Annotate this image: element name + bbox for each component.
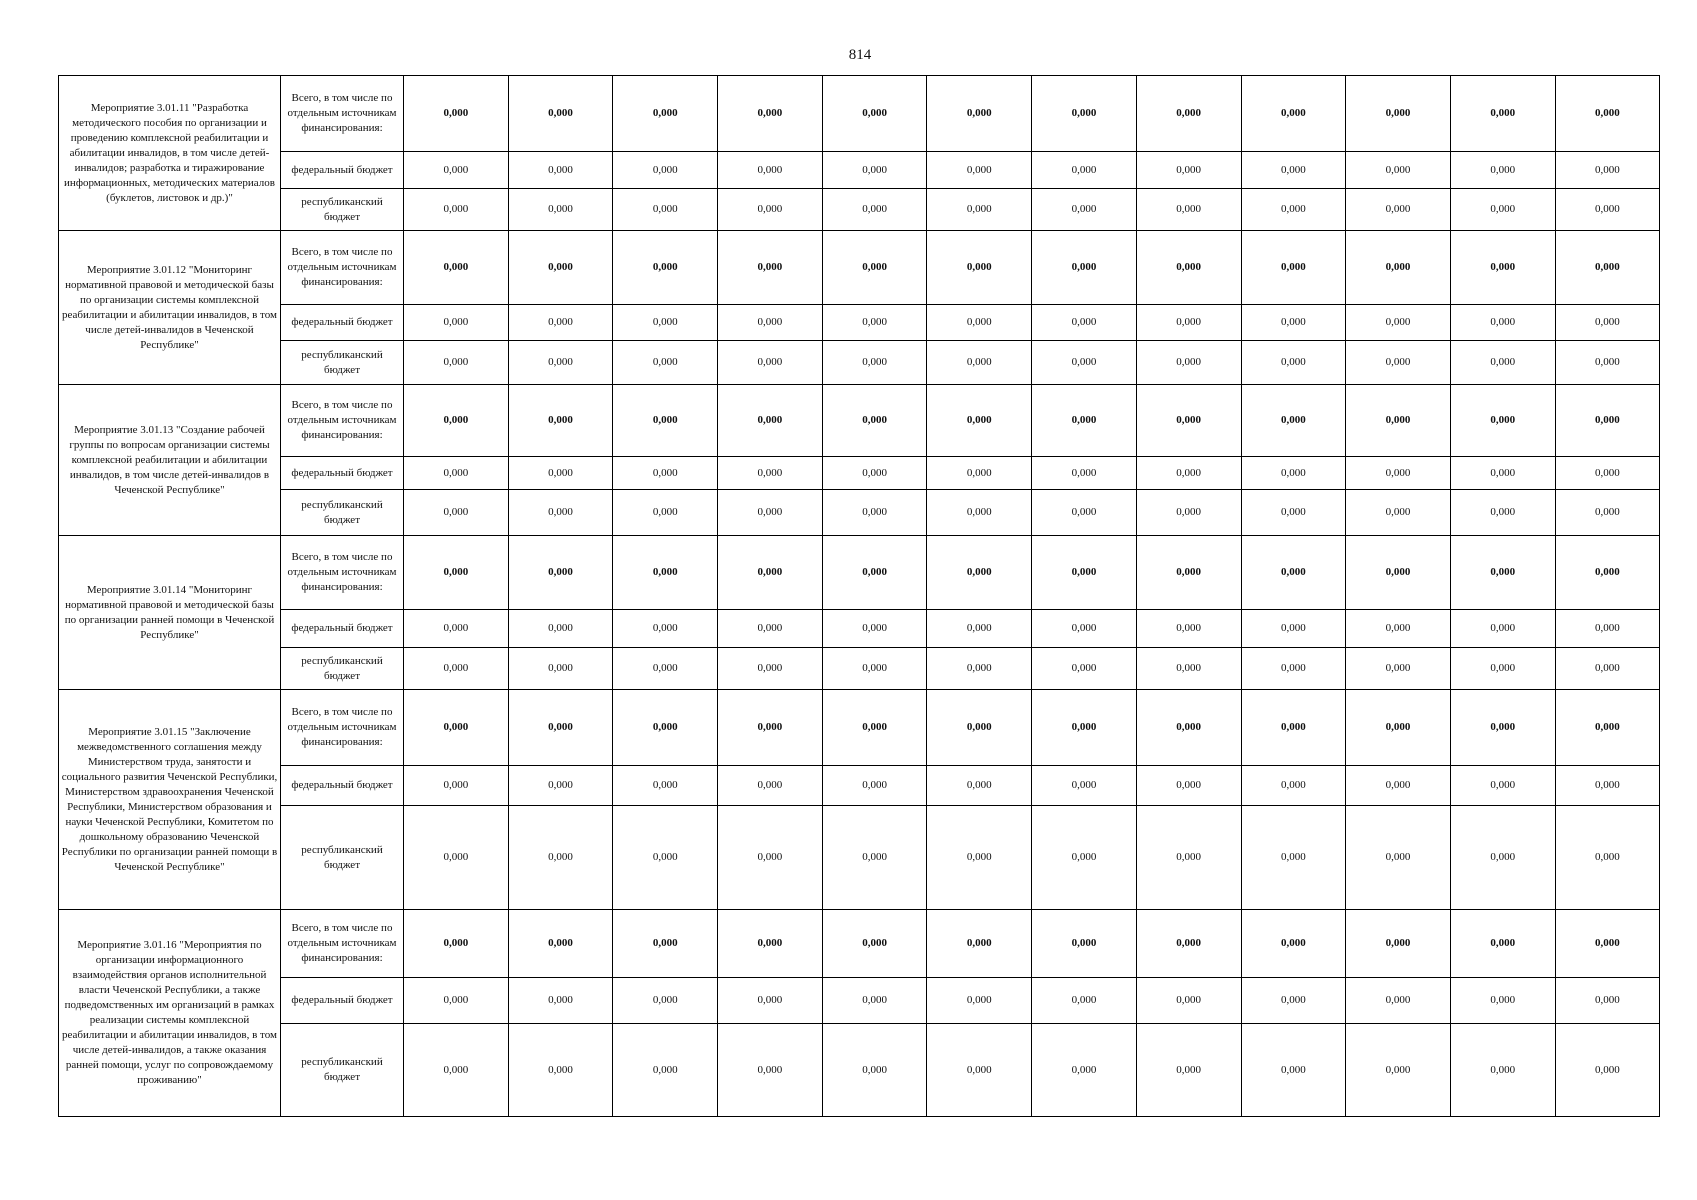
- value-cell: 0,000: [508, 766, 613, 806]
- value-cell: 0,000: [1450, 536, 1555, 610]
- value-cell: 0,000: [1450, 385, 1555, 457]
- value-cell: 0,000: [404, 457, 509, 490]
- row-republic-budget: [59, 490, 1660, 536]
- value-cell: 0,000: [1346, 189, 1451, 231]
- value-cell: 0,000: [1136, 76, 1241, 152]
- value-cell: 0,000: [718, 806, 823, 910]
- value-cell: 0,000: [404, 978, 509, 1024]
- value-cell: 0,000: [822, 385, 927, 457]
- value-cell: 0,000: [1136, 536, 1241, 610]
- value-cell: 0,000: [1346, 610, 1451, 648]
- value-cell: 0,000: [1450, 152, 1555, 189]
- value-cell: 0,000: [1241, 76, 1346, 152]
- republic-budget-label: республиканский бюджет: [281, 806, 404, 910]
- value-cell: 0,000: [508, 76, 613, 152]
- value-cell: 0,000: [1032, 490, 1137, 536]
- value-cell: 0,000: [927, 690, 1032, 766]
- value-cell: 0,000: [1555, 385, 1660, 457]
- value-cell: 0,000: [1241, 690, 1346, 766]
- federal-budget-label: федеральный бюджет: [281, 305, 404, 341]
- value-cell: 0,000: [404, 341, 509, 385]
- value-cell: 0,000: [1346, 305, 1451, 341]
- value-cell: 0,000: [613, 536, 718, 610]
- value-cell: 0,000: [1450, 610, 1555, 648]
- value-cell: 0,000: [1032, 910, 1137, 978]
- value-cell: 0,000: [1346, 385, 1451, 457]
- value-cell: 0,000: [1555, 189, 1660, 231]
- value-cell: 0,000: [404, 189, 509, 231]
- row-total: [59, 690, 1660, 766]
- total-financing-label: Всего, в том числе по отдельным источникам финансирования:: [281, 536, 404, 610]
- value-cell: 0,000: [718, 457, 823, 490]
- measure-description: Мероприятие 3.01.16 "Мероприятия по организации информационного взаимодействия органов исполнительной власти Чеченской Республики, а также подведомственных им организаций в рамках реализации системы комплексной реабилитации и абилитации инвалидов, в том числе детей-инвалидов, а также оказания ранней помощи, услуг по сопровождаемому проживанию": [59, 910, 281, 1117]
- value-cell: 0,000: [927, 305, 1032, 341]
- value-cell: 0,000: [404, 76, 509, 152]
- value-cell: 0,000: [1032, 1024, 1137, 1117]
- value-cell: 0,000: [613, 385, 718, 457]
- value-cell: 0,000: [1136, 766, 1241, 806]
- value-cell: 0,000: [1555, 457, 1660, 490]
- value-cell: 0,000: [404, 648, 509, 690]
- value-cell: 0,000: [1241, 648, 1346, 690]
- value-cell: 0,000: [718, 610, 823, 648]
- republic-budget-label: республиканский бюджет: [281, 1024, 404, 1117]
- value-cell: 0,000: [508, 457, 613, 490]
- value-cell: 0,000: [718, 341, 823, 385]
- value-cell: 0,000: [508, 490, 613, 536]
- measure-description: Мероприятие 3.01.13 "Создание рабочей группы по вопросам организации системы комплексной реабилитации и абилитации инвалидов, в том числе детей-инвалидов в Чеченской Республике": [59, 385, 281, 536]
- value-cell: 0,000: [404, 806, 509, 910]
- value-cell: 0,000: [1136, 305, 1241, 341]
- value-cell: 0,000: [1032, 305, 1137, 341]
- value-cell: 0,000: [1136, 690, 1241, 766]
- value-cell: 0,000: [1136, 189, 1241, 231]
- value-cell: 0,000: [822, 305, 927, 341]
- value-cell: 0,000: [1032, 536, 1137, 610]
- value-cell: 0,000: [822, 231, 927, 305]
- row-republic-budget: [59, 806, 1660, 910]
- value-cell: 0,000: [404, 536, 509, 610]
- value-cell: 0,000: [404, 305, 509, 341]
- value-cell: 0,000: [1346, 152, 1451, 189]
- value-cell: 0,000: [1136, 385, 1241, 457]
- value-cell: 0,000: [1032, 766, 1137, 806]
- republic-budget-label: республиканский бюджет: [281, 341, 404, 385]
- value-cell: 0,000: [1346, 536, 1451, 610]
- row-republic-budget: [59, 648, 1660, 690]
- value-cell: 0,000: [508, 806, 613, 910]
- value-cell: 0,000: [613, 152, 718, 189]
- value-cell: 0,000: [508, 536, 613, 610]
- value-cell: 0,000: [1346, 648, 1451, 690]
- value-cell: 0,000: [1450, 341, 1555, 385]
- value-cell: 0,000: [1555, 766, 1660, 806]
- value-cell: 0,000: [1450, 457, 1555, 490]
- value-cell: 0,000: [613, 490, 718, 536]
- value-cell: 0,000: [613, 76, 718, 152]
- value-cell: 0,000: [508, 231, 613, 305]
- value-cell: 0,000: [1450, 910, 1555, 978]
- value-cell: 0,000: [1450, 648, 1555, 690]
- value-cell: 0,000: [1346, 690, 1451, 766]
- value-cell: 0,000: [718, 305, 823, 341]
- total-financing-label: Всего, в том числе по отдельным источникам финансирования:: [281, 910, 404, 978]
- value-cell: 0,000: [1136, 610, 1241, 648]
- value-cell: 0,000: [1136, 806, 1241, 910]
- value-cell: 0,000: [613, 305, 718, 341]
- value-cell: 0,000: [1346, 806, 1451, 910]
- measure-description: Мероприятие 3.01.12 "Мониторинг нормативной правовой и методической базы по организации системы комплексной реабилитации и абилитации инвалидов, в том числе детей-инвалидов в Чеченской Республике": [59, 231, 281, 385]
- value-cell: 0,000: [718, 152, 823, 189]
- value-cell: 0,000: [1555, 910, 1660, 978]
- value-cell: 0,000: [508, 1024, 613, 1117]
- value-cell: 0,000: [508, 648, 613, 690]
- value-cell: 0,000: [1555, 536, 1660, 610]
- value-cell: 0,000: [927, 536, 1032, 610]
- value-cell: 0,000: [927, 457, 1032, 490]
- value-cell: 0,000: [822, 978, 927, 1024]
- value-cell: 0,000: [1241, 457, 1346, 490]
- value-cell: 0,000: [1450, 231, 1555, 305]
- value-cell: 0,000: [1136, 648, 1241, 690]
- value-cell: 0,000: [718, 231, 823, 305]
- value-cell: 0,000: [822, 806, 927, 910]
- value-cell: 0,000: [822, 189, 927, 231]
- value-cell: 0,000: [927, 341, 1032, 385]
- value-cell: 0,000: [718, 490, 823, 536]
- row-federal-budget: [59, 457, 1660, 490]
- value-cell: 0,000: [1032, 341, 1137, 385]
- total-financing-label: Всего, в том числе по отдельным источникам финансирования:: [281, 231, 404, 305]
- value-cell: 0,000: [1555, 341, 1660, 385]
- row-total: [59, 76, 1660, 152]
- value-cell: 0,000: [1555, 490, 1660, 536]
- value-cell: 0,000: [927, 490, 1032, 536]
- value-cell: 0,000: [718, 189, 823, 231]
- federal-budget-label: федеральный бюджет: [281, 152, 404, 189]
- value-cell: 0,000: [927, 910, 1032, 978]
- value-cell: 0,000: [1241, 978, 1346, 1024]
- value-cell: 0,000: [404, 1024, 509, 1117]
- value-cell: 0,000: [1241, 910, 1346, 978]
- value-cell: 0,000: [613, 806, 718, 910]
- value-cell: 0,000: [1032, 76, 1137, 152]
- value-cell: 0,000: [1136, 490, 1241, 536]
- value-cell: 0,000: [508, 690, 613, 766]
- value-cell: 0,000: [1555, 648, 1660, 690]
- value-cell: 0,000: [1241, 1024, 1346, 1117]
- value-cell: 0,000: [822, 648, 927, 690]
- value-cell: 0,000: [927, 1024, 1032, 1117]
- row-federal-budget: [59, 152, 1660, 189]
- row-federal-budget: [59, 766, 1660, 806]
- value-cell: 0,000: [718, 648, 823, 690]
- value-cell: 0,000: [613, 231, 718, 305]
- value-cell: 0,000: [508, 341, 613, 385]
- value-cell: 0,000: [1241, 189, 1346, 231]
- value-cell: 0,000: [822, 536, 927, 610]
- financing-table: [58, 75, 1660, 1117]
- value-cell: 0,000: [508, 305, 613, 341]
- value-cell: 0,000: [508, 189, 613, 231]
- value-cell: 0,000: [718, 536, 823, 610]
- value-cell: 0,000: [1241, 806, 1346, 910]
- value-cell: 0,000: [1555, 806, 1660, 910]
- value-cell: 0,000: [404, 766, 509, 806]
- value-cell: 0,000: [718, 1024, 823, 1117]
- value-cell: 0,000: [1241, 536, 1346, 610]
- value-cell: 0,000: [1032, 152, 1137, 189]
- value-cell: 0,000: [1346, 457, 1451, 490]
- value-cell: 0,000: [1346, 910, 1451, 978]
- value-cell: 0,000: [508, 910, 613, 978]
- value-cell: 0,000: [1555, 76, 1660, 152]
- value-cell: 0,000: [1346, 231, 1451, 305]
- value-cell: 0,000: [1241, 766, 1346, 806]
- value-cell: 0,000: [1136, 978, 1241, 1024]
- value-cell: 0,000: [404, 152, 509, 189]
- value-cell: 0,000: [508, 610, 613, 648]
- value-cell: 0,000: [1136, 231, 1241, 305]
- value-cell: 0,000: [822, 1024, 927, 1117]
- value-cell: 0,000: [613, 690, 718, 766]
- row-republic-budget: [59, 341, 1660, 385]
- value-cell: 0,000: [1136, 910, 1241, 978]
- row-republic-budget: [59, 1024, 1660, 1117]
- value-cell: 0,000: [613, 1024, 718, 1117]
- measure-description: Мероприятие 3.01.14 "Мониторинг нормативной правовой и методической базы по организации ранней помощи в Чеченской Республике": [59, 536, 281, 690]
- value-cell: 0,000: [1136, 152, 1241, 189]
- value-cell: 0,000: [822, 152, 927, 189]
- value-cell: 0,000: [1555, 231, 1660, 305]
- value-cell: 0,000: [508, 978, 613, 1024]
- value-cell: 0,000: [613, 766, 718, 806]
- value-cell: 0,000: [1032, 806, 1137, 910]
- value-cell: 0,000: [613, 189, 718, 231]
- value-cell: 0,000: [1450, 189, 1555, 231]
- value-cell: 0,000: [508, 385, 613, 457]
- value-cell: 0,000: [613, 978, 718, 1024]
- value-cell: 0,000: [1136, 1024, 1241, 1117]
- value-cell: 0,000: [508, 152, 613, 189]
- value-cell: 0,000: [1241, 610, 1346, 648]
- value-cell: 0,000: [1241, 385, 1346, 457]
- value-cell: 0,000: [1450, 766, 1555, 806]
- value-cell: 0,000: [718, 910, 823, 978]
- federal-budget-label: федеральный бюджет: [281, 610, 404, 648]
- row-federal-budget: [59, 610, 1660, 648]
- value-cell: 0,000: [1032, 385, 1137, 457]
- value-cell: 0,000: [1032, 457, 1137, 490]
- value-cell: 0,000: [1555, 305, 1660, 341]
- value-cell: 0,000: [1032, 690, 1137, 766]
- value-cell: 0,000: [927, 978, 1032, 1024]
- value-cell: 0,000: [822, 766, 927, 806]
- value-cell: 0,000: [1346, 1024, 1451, 1117]
- value-cell: 0,000: [1346, 341, 1451, 385]
- value-cell: 0,000: [404, 690, 509, 766]
- value-cell: 0,000: [1032, 189, 1137, 231]
- value-cell: 0,000: [1346, 766, 1451, 806]
- value-cell: 0,000: [718, 76, 823, 152]
- federal-budget-label: федеральный бюджет: [281, 978, 404, 1024]
- value-cell: 0,000: [927, 189, 1032, 231]
- value-cell: 0,000: [927, 610, 1032, 648]
- value-cell: 0,000: [1450, 690, 1555, 766]
- value-cell: 0,000: [1346, 978, 1451, 1024]
- value-cell: 0,000: [718, 385, 823, 457]
- row-federal-budget: [59, 305, 1660, 341]
- value-cell: 0,000: [822, 490, 927, 536]
- value-cell: 0,000: [927, 385, 1032, 457]
- value-cell: 0,000: [613, 610, 718, 648]
- value-cell: 0,000: [1450, 305, 1555, 341]
- federal-budget-label: федеральный бюджет: [281, 457, 404, 490]
- value-cell: 0,000: [927, 231, 1032, 305]
- row-total: [59, 231, 1660, 305]
- value-cell: 0,000: [613, 457, 718, 490]
- row-total: [59, 910, 1660, 978]
- federal-budget-label: федеральный бюджет: [281, 766, 404, 806]
- value-cell: 0,000: [613, 910, 718, 978]
- value-cell: 0,000: [927, 76, 1032, 152]
- value-cell: 0,000: [1450, 490, 1555, 536]
- value-cell: 0,000: [1555, 978, 1660, 1024]
- value-cell: 0,000: [1241, 305, 1346, 341]
- value-cell: 0,000: [1555, 152, 1660, 189]
- page-number: 814: [848, 47, 872, 63]
- value-cell: 0,000: [1032, 648, 1137, 690]
- value-cell: 0,000: [1450, 76, 1555, 152]
- value-cell: 0,000: [1555, 690, 1660, 766]
- value-cell: 0,000: [1241, 341, 1346, 385]
- row-total: [59, 385, 1660, 457]
- value-cell: 0,000: [404, 385, 509, 457]
- value-cell: 0,000: [1032, 978, 1137, 1024]
- value-cell: 0,000: [927, 152, 1032, 189]
- value-cell: 0,000: [822, 610, 927, 648]
- value-cell: 0,000: [1450, 1024, 1555, 1117]
- value-cell: 0,000: [822, 910, 927, 978]
- value-cell: 0,000: [927, 766, 1032, 806]
- value-cell: 0,000: [1555, 1024, 1660, 1117]
- republic-budget-label: республиканский бюджет: [281, 189, 404, 231]
- value-cell: 0,000: [404, 231, 509, 305]
- row-federal-budget: [59, 978, 1660, 1024]
- value-cell: 0,000: [718, 766, 823, 806]
- row-total: [59, 536, 1660, 610]
- value-cell: 0,000: [404, 490, 509, 536]
- value-cell: 0,000: [718, 690, 823, 766]
- republic-budget-label: республиканский бюджет: [281, 648, 404, 690]
- value-cell: 0,000: [613, 341, 718, 385]
- value-cell: 0,000: [1346, 490, 1451, 536]
- value-cell: 0,000: [1136, 457, 1241, 490]
- republic-budget-label: республиканский бюджет: [281, 490, 404, 536]
- row-republic-budget: [59, 189, 1660, 231]
- value-cell: 0,000: [1450, 978, 1555, 1024]
- value-cell: 0,000: [822, 341, 927, 385]
- value-cell: 0,000: [822, 690, 927, 766]
- value-cell: 0,000: [927, 806, 1032, 910]
- value-cell: 0,000: [718, 978, 823, 1024]
- value-cell: 0,000: [1555, 610, 1660, 648]
- value-cell: 0,000: [822, 457, 927, 490]
- value-cell: 0,000: [613, 648, 718, 690]
- total-financing-label: Всего, в том числе по отдельным источникам финансирования:: [281, 76, 404, 152]
- value-cell: 0,000: [1450, 806, 1555, 910]
- value-cell: 0,000: [927, 648, 1032, 690]
- total-financing-label: Всего, в том числе по отдельным источникам финансирования:: [281, 690, 404, 766]
- total-financing-label: Всего, в том числе по отдельным источникам финансирования:: [281, 385, 404, 457]
- value-cell: 0,000: [404, 610, 509, 648]
- value-cell: 0,000: [1346, 76, 1451, 152]
- value-cell: 0,000: [1032, 231, 1137, 305]
- value-cell: 0,000: [822, 76, 927, 152]
- value-cell: 0,000: [404, 910, 509, 978]
- value-cell: 0,000: [1241, 490, 1346, 536]
- value-cell: 0,000: [1241, 231, 1346, 305]
- measure-description: Мероприятие 3.01.11 "Разработка методического пособия по организации и проведению комплексной реабилитации и абилитации инвалидов, в том числе детей- инвалидов; разработка и тиражирование информационных, методических материалов (буклетов, листовок и др.)": [59, 76, 281, 231]
- value-cell: 0,000: [1032, 610, 1137, 648]
- value-cell: 0,000: [1241, 152, 1346, 189]
- measure-description: Мероприятие 3.01.15 "Заключение межведомственного соглашения между Министерством труда, занятости и социального развития Чеченской Республики, Министерством здравоохранения Чеченской Республики, Министерством образования и науки Чеченской Республики, Комитетом по дошкольному образованию Чеченской Республики по организации ранней помощи в Чеченской Республике": [59, 690, 281, 910]
- value-cell: 0,000: [1136, 341, 1241, 385]
